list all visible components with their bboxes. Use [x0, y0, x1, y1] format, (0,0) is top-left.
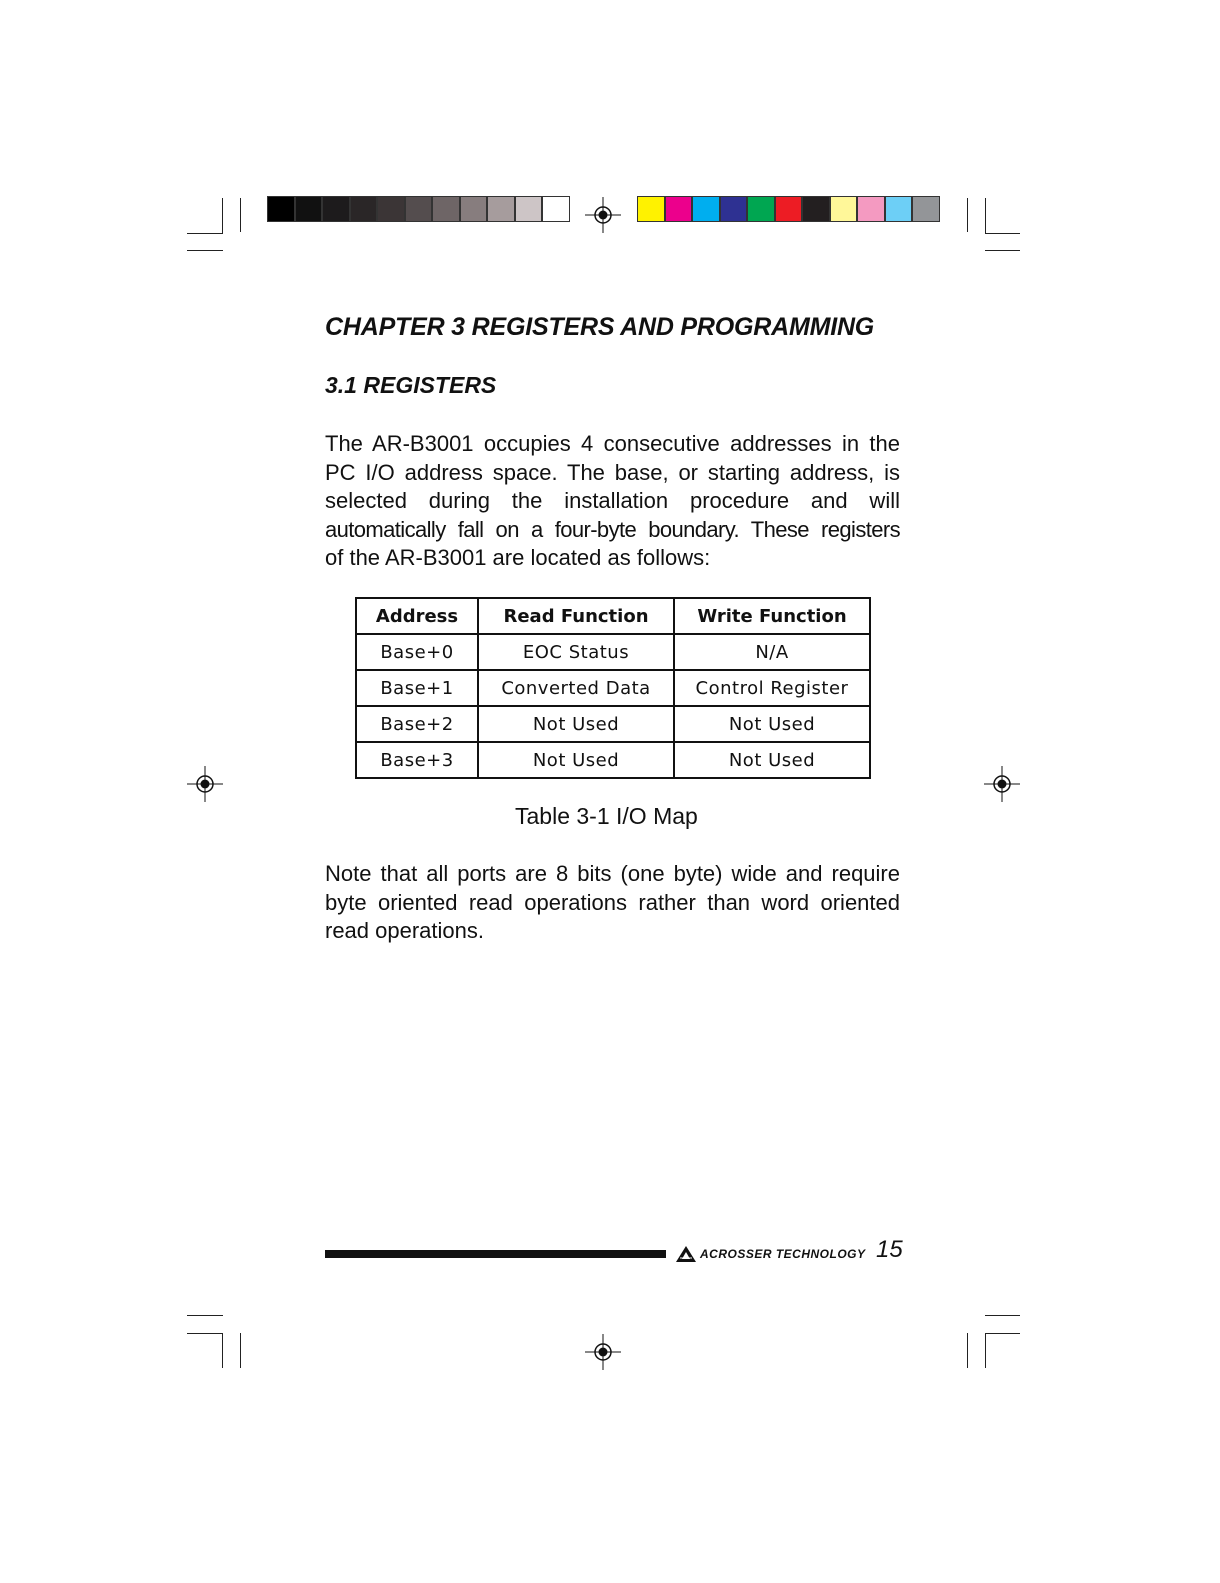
crop-mark: [985, 1333, 986, 1368]
color-bar: [637, 196, 940, 222]
paragraph-line: Note that all ports are 8 bits (one byte) wide and require: [325, 861, 900, 886]
color-swatch: [542, 196, 570, 222]
color-swatch: [775, 196, 803, 222]
table-cell: Control Register: [674, 670, 870, 706]
registration-mark-icon: [585, 1334, 621, 1370]
grayscale-bar: [267, 196, 570, 222]
color-swatch: [460, 196, 488, 222]
crop-mark: [967, 198, 968, 232]
crop-mark: [187, 1315, 223, 1316]
registration-mark-icon: [585, 197, 621, 233]
paragraph-line: selected during the installation procedure and will: [325, 488, 900, 513]
table-cell: Base+2: [356, 706, 478, 742]
note-paragraph: [325, 860, 900, 946]
table-cell: Base+0: [356, 634, 478, 670]
table-caption: Table 3-1 I/O Map: [515, 803, 698, 829]
color-swatch: [637, 196, 665, 222]
table-cell: Base+1: [356, 670, 478, 706]
crop-mark: [985, 233, 1020, 234]
crop-mark: [222, 1333, 223, 1368]
crop-mark: [187, 250, 223, 251]
color-swatch: [267, 196, 295, 222]
color-swatch: [692, 196, 720, 222]
section-title: 3.1 REGISTERS: [325, 372, 497, 398]
color-swatch: [802, 196, 830, 222]
crop-mark: [985, 1333, 1020, 1334]
crop-mark: [985, 250, 1020, 251]
paragraph-line: byte oriented read operations rather than word oriented: [325, 889, 900, 915]
crop-mark: [187, 1333, 223, 1334]
color-swatch: [487, 196, 515, 222]
paragraph-line: read operations.: [325, 918, 484, 943]
crop-mark: [985, 198, 986, 234]
page-number: 15: [876, 1236, 903, 1263]
crop-mark: [967, 1333, 968, 1368]
color-swatch: [665, 196, 693, 222]
chapter-title: CHAPTER 3 REGISTERS AND PROGRAMMING: [325, 313, 875, 341]
color-swatch: [432, 196, 460, 222]
color-swatch: [322, 196, 350, 222]
crop-mark: [985, 1315, 1020, 1316]
table-cell: Converted Data: [478, 670, 674, 706]
table-row: [356, 742, 870, 778]
color-swatch: [405, 196, 433, 222]
table-cell: Not Used: [478, 742, 674, 778]
table-cell: EOC Status: [478, 634, 674, 670]
crop-mark: [240, 1333, 241, 1368]
color-swatch: [720, 196, 748, 222]
column-header: Address: [356, 598, 478, 634]
crop-mark: [240, 198, 241, 232]
table-cell: Not Used: [674, 706, 870, 742]
intro-paragraph: [325, 430, 900, 573]
paragraph-line: PC I/O address space. The base, or starting address, is: [325, 459, 900, 485]
color-swatch: [747, 196, 775, 222]
crop-mark: [222, 198, 223, 234]
footer-brand: ACROSSER TECHNOLOGY: [700, 1247, 866, 1261]
crop-mark: [187, 233, 223, 234]
footer-rule: [325, 1250, 666, 1258]
column-header: Write Function: [674, 598, 870, 634]
color-swatch: [515, 196, 543, 222]
paragraph-line: of the AR-B3001 are located as follows:: [325, 545, 711, 570]
column-header: Read Function: [478, 598, 674, 634]
table-cell: Base+3: [356, 742, 478, 778]
table-row: [356, 634, 870, 670]
color-swatch: [912, 196, 940, 222]
color-swatch: [830, 196, 858, 222]
acrosser-triangle-logo-icon: [676, 1246, 696, 1262]
registration-mark-icon: [187, 766, 223, 802]
table-header-row: [356, 598, 870, 634]
color-swatch: [377, 196, 405, 222]
color-swatch: [295, 196, 323, 222]
paragraph-line: automatically fall on a four-byte boundary. These registers: [325, 516, 900, 542]
table-cell: Not Used: [674, 742, 870, 778]
paragraph-line: The AR-B3001 occupies 4 consecutive addresses in the: [325, 431, 900, 456]
color-swatch: [885, 196, 913, 222]
io-map-table: [355, 597, 871, 779]
registration-mark-icon: [984, 766, 1020, 802]
color-swatch: [857, 196, 885, 222]
table-cell: Not Used: [478, 706, 674, 742]
table-row: [356, 706, 870, 742]
color-swatch: [350, 196, 378, 222]
table-row: [356, 670, 870, 706]
table-cell: N/A: [674, 634, 870, 670]
